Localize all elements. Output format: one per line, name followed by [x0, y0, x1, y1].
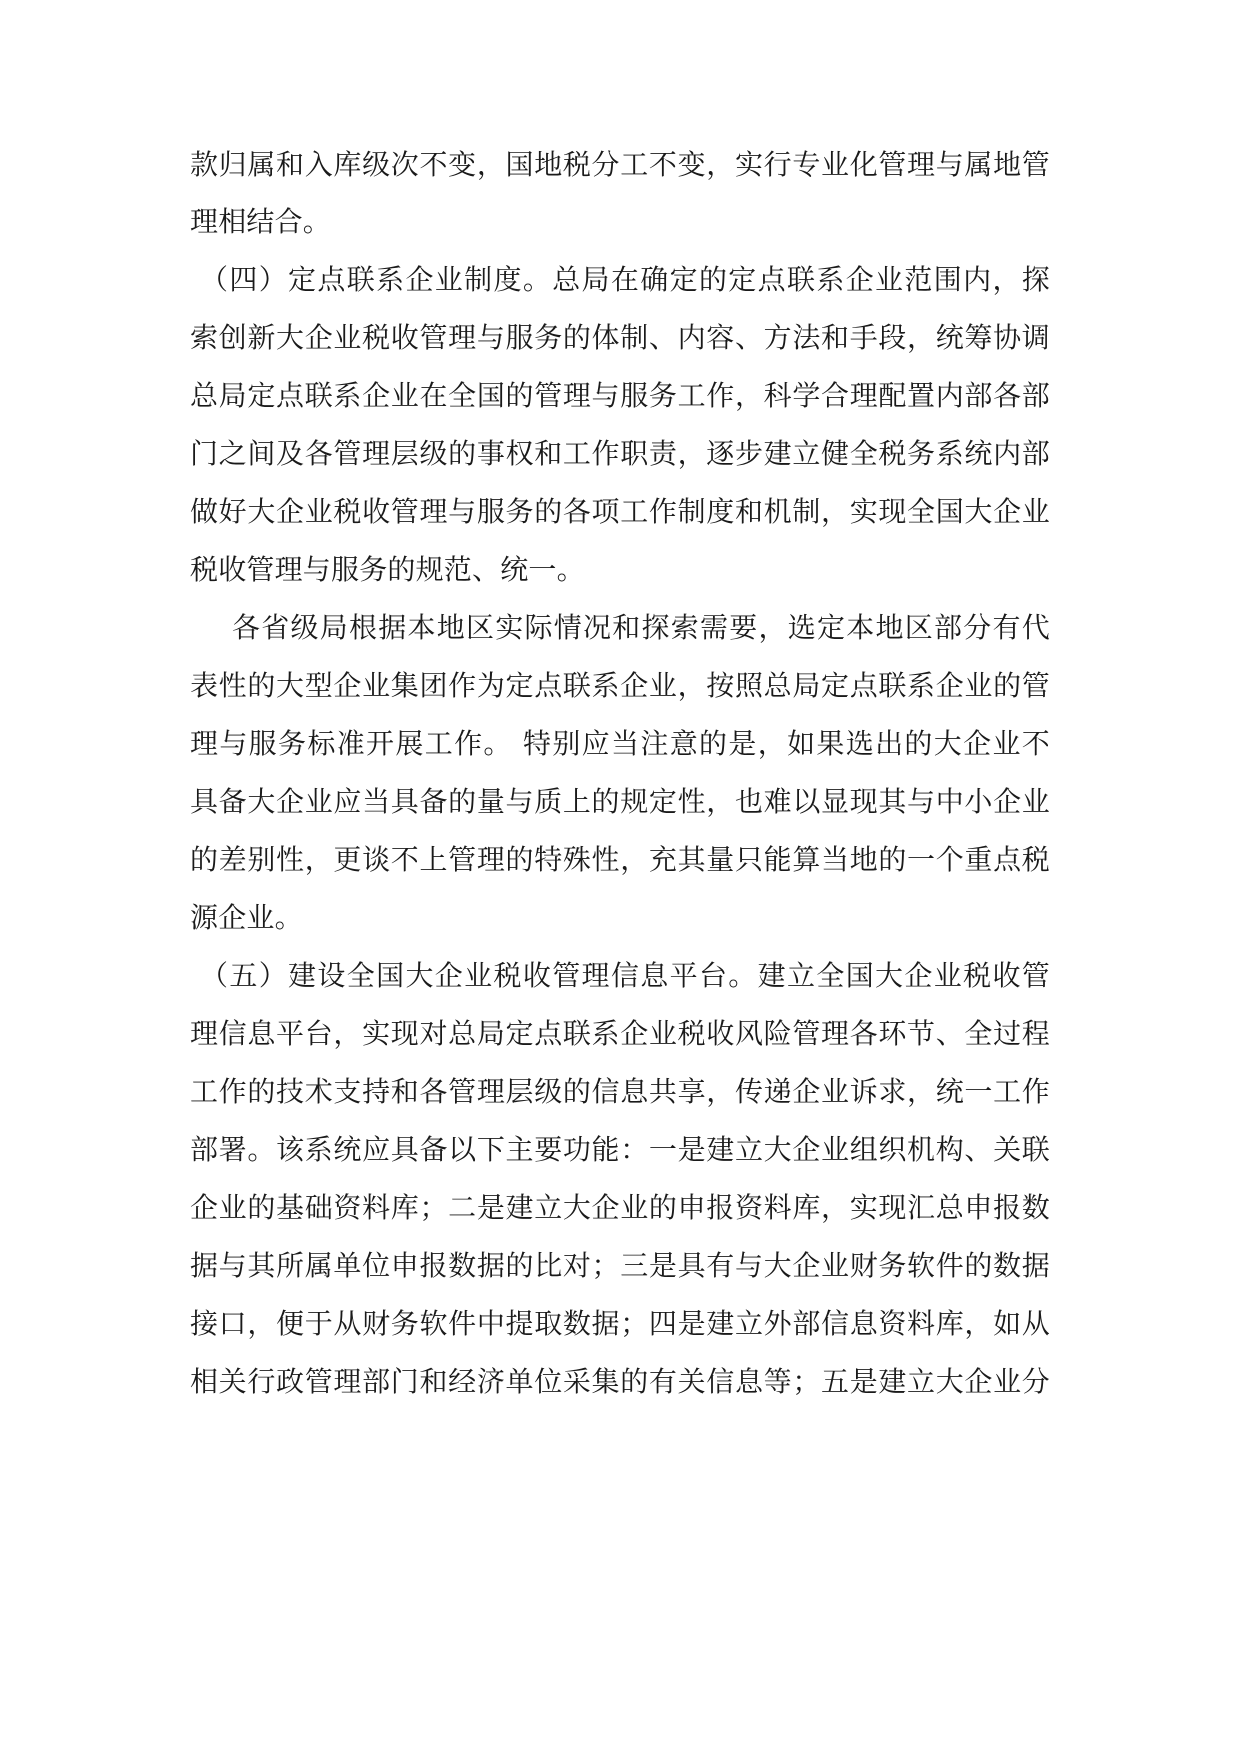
- text-line: 门之间及各管理层级的事权和工作职责，逐步建立健全税务系统内部: [190, 437, 1050, 470]
- text-line: 表性的大型企业集团作为定点联系企业，按照总局定点联系企业的管: [190, 669, 1050, 702]
- text-line: 工作的技术支持和各管理层级的信息共享，传递企业诉求，统一工作: [190, 1075, 1050, 1108]
- text-line: 具备大企业应当具备的量与质上的规定性，也难以显现其与中小企业: [190, 785, 1050, 818]
- text-line: 部署。该系统应具备以下主要功能：一是建立大企业组织机构、关联: [190, 1133, 1050, 1166]
- text-line: 理与服务标准开展工作。 特别应当注意的是，如果选出的大企业不: [190, 727, 1050, 760]
- text-line: 的差别性，更谈不上管理的特殊性，充其量只能算当地的一个重点税: [190, 843, 1050, 876]
- text-line: 源企业。: [190, 901, 303, 934]
- text-line: 做好大企业税收管理与服务的各项工作制度和机制，实现全国大企业: [190, 495, 1050, 528]
- text-line: 款归属和入库级次不变，国地税分工不变，实行专业化管理与属地管: [190, 148, 1050, 181]
- text-line: 企业的基础资料库；二是建立大企业的申报资料库，实现汇总申报数: [190, 1191, 1050, 1224]
- text-line: 索创新大企业税收管理与服务的体制、内容、方法和手段，统筹协调: [190, 321, 1050, 354]
- text-line: 理信息平台，实现对总局定点联系企业税收风险管理各环节、全过程: [190, 1017, 1050, 1050]
- section-heading-line: （五）建设全国大企业税收管理信息平台。建立全国大企业税收管: [200, 959, 1050, 992]
- paragraph-first-line: 各省级局根据本地区实际情况和探索需要，选定本地区部分有代: [232, 611, 1050, 644]
- text-line: 总局定点联系企业在全国的管理与服务工作，科学合理配置内部各部: [190, 379, 1050, 412]
- text-line: 据与其所属单位申报数据的比对；三是具有与大企业财务软件的数据: [190, 1249, 1050, 1282]
- section-heading-line: （四）定点联系企业制度。总局在确定的定点联系企业范围内，探: [200, 263, 1050, 296]
- text-line: 接口，便于从财务软件中提取数据；四是建立外部信息资料库，如从: [190, 1307, 1050, 1340]
- text-line: 相关行政管理部门和经济单位采集的有关信息等；五是建立大企业分: [190, 1365, 1050, 1398]
- text-line: 税收管理与服务的规范、统一。: [190, 553, 585, 586]
- text-line: 理相结合。: [190, 205, 332, 238]
